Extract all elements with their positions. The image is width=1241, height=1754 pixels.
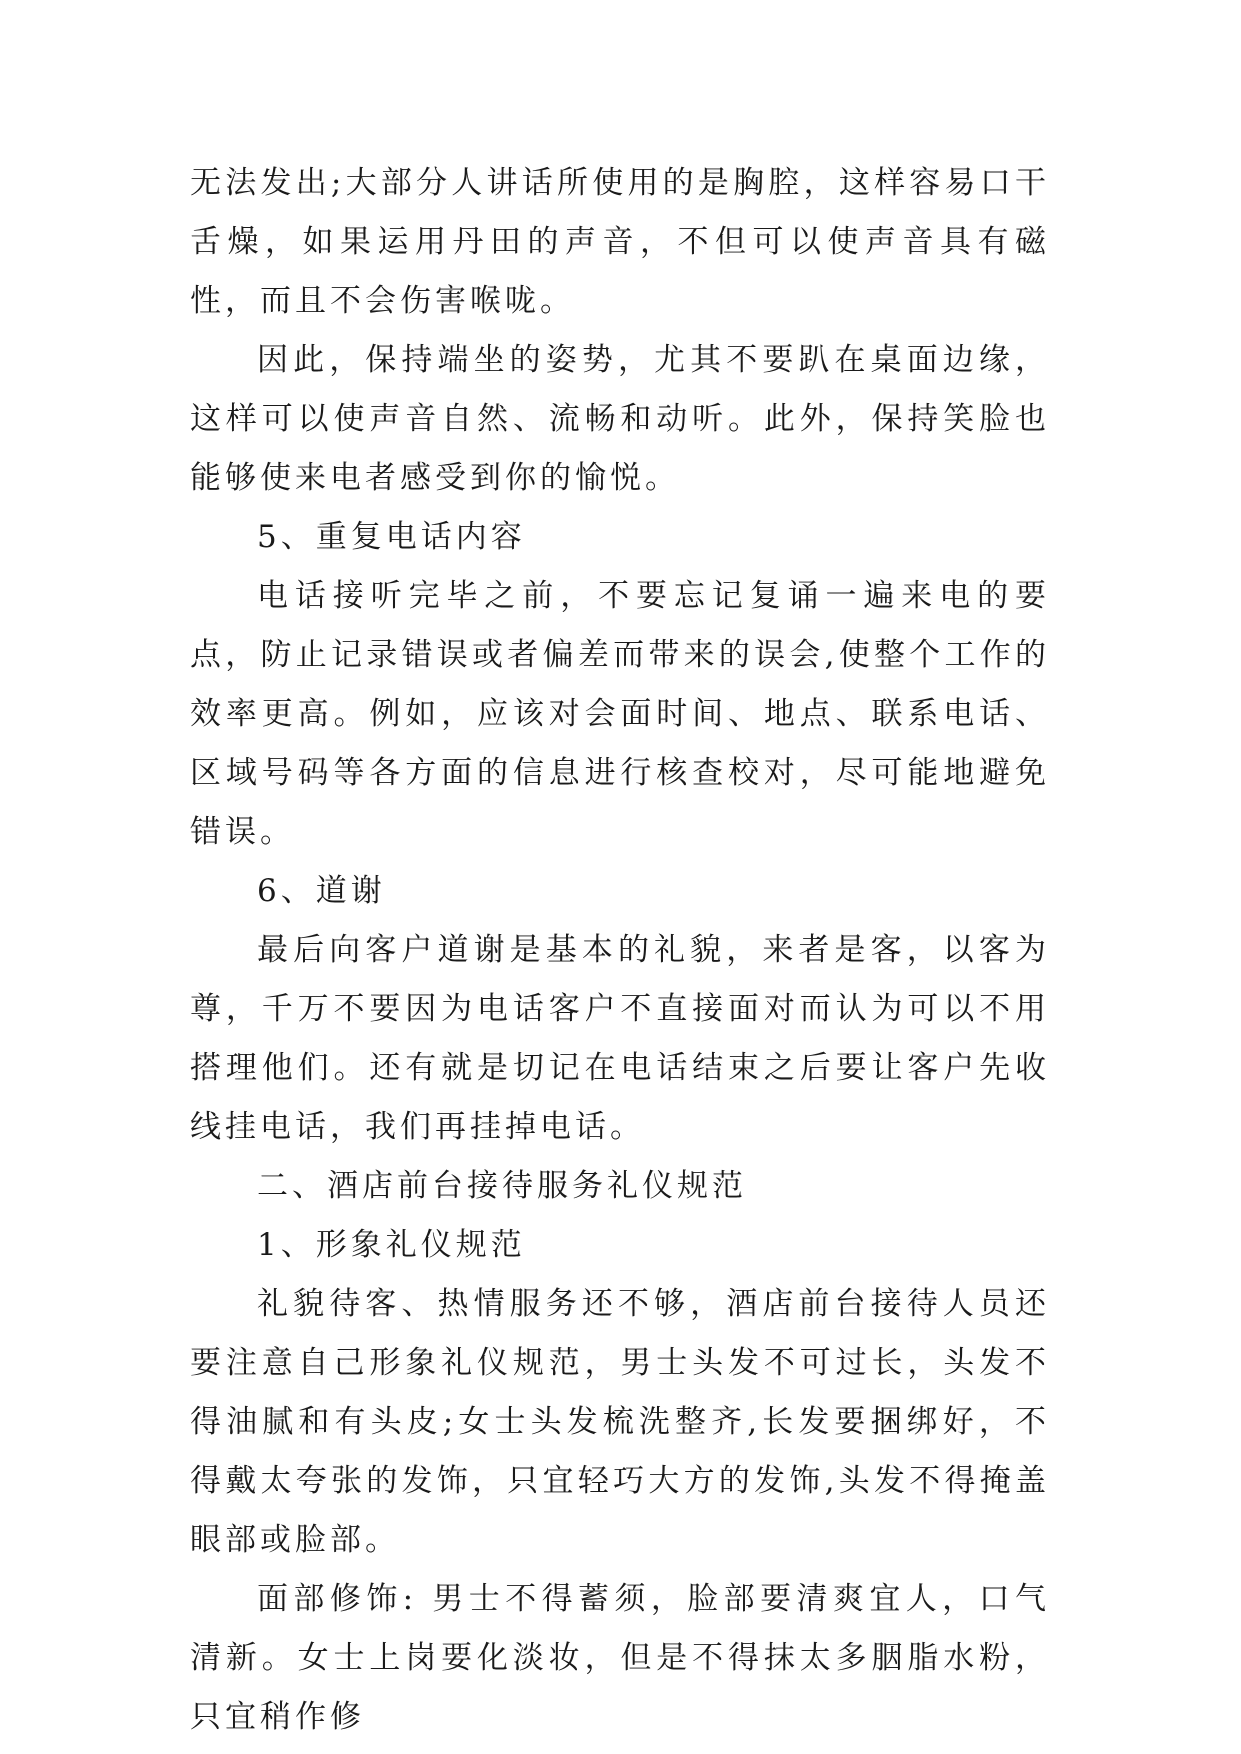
- heading-front-desk-etiquette: 二、酒店前台接待服务礼仪规范: [257, 1168, 747, 1204]
- paragraph-thanks: 最后向客户道谢是基本的礼貌，来者是客，以客为尊，千万不要因为电话客户不直接面对而认为可以不用搭理他们。还有就是切记在电话结束之后要让客户先收线挂电话，我们再挂掉电话。: [190, 932, 1050, 1145]
- paragraph-image-etiquette: 礼貌待客、热情服务还不够，酒店前台接待人员还要注意自己形象礼仪规范，男士头发不可过长，头发不得油腻和有头皮;女士头发梳洗整齐,长发要捆绑好，不得戴太夸张的发饰，只宜轻巧大方的发饰,头发不得掩盖眼部或脸部。: [190, 1286, 1050, 1558]
- document-body: [190, 154, 1050, 1747]
- paragraph-continuation: 无法发出;大部分人讲话所使用的是胸腔，这样容易口干舌燥，如果运用丹田的声音，不但可以使声音具有磁性，而且不会伤害喉咙。: [190, 165, 1050, 319]
- paragraph-repeat-call-content: 电话接听完毕之前，不要忘记复诵一遍来电的要点，防止记录错误或者偏差而带来的误会,使整个工作的效率更高。例如，应该对会面时间、地点、联系电话、区域号码等各方面的信息进行核查校对，尽可能地避免错误。: [190, 578, 1050, 850]
- heading-thanks: 6、道谢: [257, 873, 386, 909]
- paragraph-posture: 因此，保持端坐的姿势，尤其不要趴在桌面边缘，这样可以使声音自然、流畅和动听。此外，保持笑脸也能够使来电者感受到你的愉悦。: [190, 342, 1050, 496]
- paragraph-face-grooming: 面部修饰: 男士不得蓄须，脸部要清爽宜人，口气清新。女士上岗要化淡妆，但是不得抹太多胭脂水粉，只宜稍作修: [190, 1581, 1050, 1735]
- heading-repeat-call-content: 5、重复电话内容: [257, 519, 526, 555]
- heading-image-etiquette: 1、形象礼仪规范: [257, 1227, 526, 1263]
